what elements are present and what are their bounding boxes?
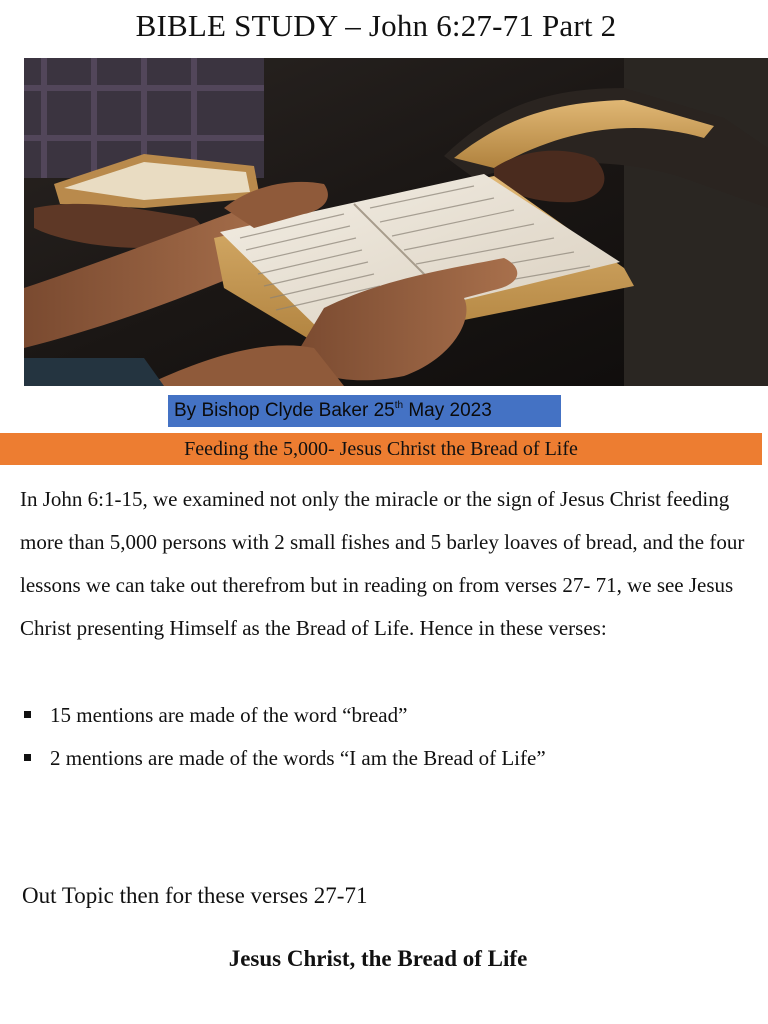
square-bullet-icon [24,711,31,718]
date-ordinal-suffix: th [394,400,404,411]
author-date-month-year: May 2023 [403,400,492,421]
author-date-label [168,395,561,427]
bible-reading-photo [24,58,768,386]
list-item [20,737,760,780]
square-bullet-icon [24,754,31,761]
list-item-text: 15 mentions are made of the word “bread” [50,703,408,727]
intro-paragraph: In John 6:1-15, we examined not only the miracle or the sign of Jesus Christ feeding more than 5,000 persons with 2 small fishes and 5 barley loaves of bread, and the four lessons we can take out therefrom but in reading on from verses 27- 71, we see Jesus Christ presenting Himself as the Bread of Life. Hence in these verses: [20,487,745,640]
page-title: BIBLE STUDY – John 6:27-71 Part 2 [135,8,617,43]
topic-title: Jesus Christ, the Bread of Life [228,946,528,971]
bullet-list [20,694,760,780]
intro-section [20,478,760,650]
topic-intro: Out Topic then for these verses 27-71 [22,883,368,908]
list-item-text: 2 mentions are made of the words “I am the Bread of Life” [50,746,546,770]
list-item [20,694,760,737]
section-banner: Feeding the 5,000- Jesus Christ the Bread of Life [0,433,762,465]
author-date-text: By Bishop Clyde Baker 25 [174,400,395,421]
